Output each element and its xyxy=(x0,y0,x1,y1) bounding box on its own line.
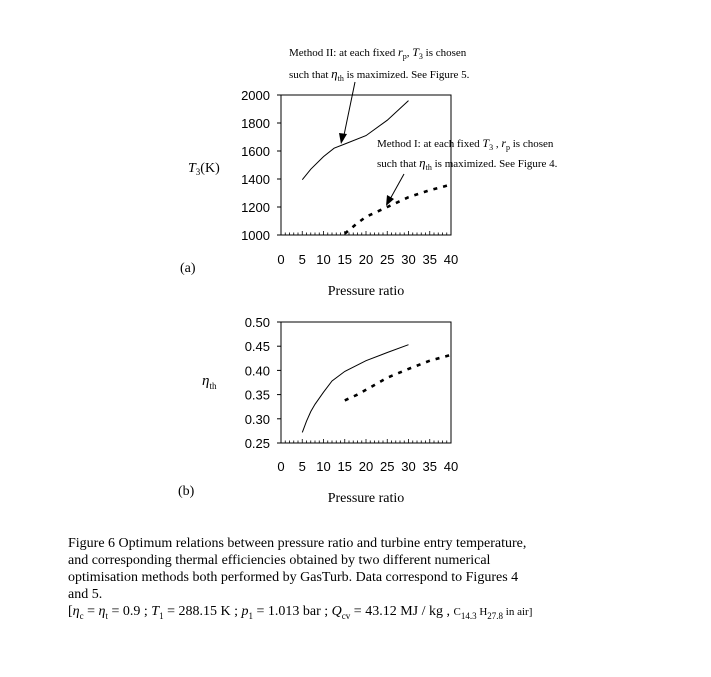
panel-b-chart xyxy=(178,315,458,506)
caption-conditions: [$\eta_c = \eta_t = 0.9$ ; $T_1 = 288.15$ K ; $p_1 = 1.013$ bar ; $Q_{cv} = 43.12$ MJ / kg , $C_{14.3}$ $H_{27.8}$ in air] xyxy=(68,604,533,621)
x-tick-label: 15 xyxy=(337,252,352,267)
y-axis-label-b: $\eta_{th}$ xyxy=(202,373,217,391)
x-tick-label: 5 xyxy=(298,459,306,474)
x-tick-label: 20 xyxy=(358,252,374,267)
caption-line-4: and 5. xyxy=(68,587,103,602)
x-tick-labels-b xyxy=(277,459,458,474)
annotation-method-1 xyxy=(377,136,558,206)
plot-area-b xyxy=(281,322,451,443)
y-tick-label: 0.50 xyxy=(244,315,270,330)
panel-a-chart xyxy=(180,45,558,299)
series-line-method-i xyxy=(345,185,451,234)
y-tick-label: 0.35 xyxy=(244,387,270,403)
x-tick-label: 30 xyxy=(401,252,416,267)
y-tick-label: 0.30 xyxy=(244,411,270,427)
svg-text:such that ηth is maximized. Se: such that $\eta_{th}$ is maximized. See Figure 4. xyxy=(377,155,558,172)
x-axis-label-b: Pressure ratio xyxy=(327,491,405,506)
x-tick-label: 10 xyxy=(316,459,331,474)
y-tick-labels-a xyxy=(241,88,281,243)
caption-line-2: and corresponding thermal efficiencies obtained by two different numerical xyxy=(68,553,491,568)
y-tick-labels-b xyxy=(245,315,281,451)
caption-line-3: optimisation methods both performed by GasTurb. Data correspond to Figures 4 xyxy=(68,570,519,585)
panel-label-a: (a) xyxy=(180,261,196,276)
x-tick-label: 20 xyxy=(358,459,374,474)
x-minor-ticks-a xyxy=(281,231,451,235)
panel-label-b: (b) xyxy=(178,484,195,499)
x-tick-label: 0 xyxy=(277,459,285,474)
x-tick-label: 35 xyxy=(422,252,437,267)
svg-text:Method I: at each fixed T3 ,: Method I: at each fixed $T_3$ , $r_p$ is chosen xyxy=(377,136,554,152)
x-tick-label: 10 xyxy=(316,252,331,267)
y-tick-label: 1000 xyxy=(241,228,270,243)
arrow-method-2 xyxy=(343,82,355,140)
arrowhead-method-2 xyxy=(339,133,347,144)
arrow-method-1 xyxy=(389,174,404,201)
y-tick-label: 1800 xyxy=(241,116,270,131)
svg-text:such that ηth is maximized. Se: such that $\eta_{th}$ is maximized. See Figure 5. xyxy=(289,66,470,83)
series-line-method-i xyxy=(345,355,451,401)
y-tick-label: 1600 xyxy=(241,144,270,159)
x-tick-label: 35 xyxy=(422,459,437,474)
x-tick-label: 30 xyxy=(401,459,416,474)
x-minor-ticks-b xyxy=(281,439,451,443)
y-tick-label: 1400 xyxy=(241,172,270,187)
figure-caption xyxy=(68,535,628,625)
y-tick-label: 0.40 xyxy=(244,363,270,379)
x-tick-label: 25 xyxy=(380,252,395,267)
x-tick-label: 15 xyxy=(337,459,352,474)
y-tick-label: 2000 xyxy=(241,88,270,103)
series-b xyxy=(302,345,451,433)
x-tick-label: 5 xyxy=(298,252,306,267)
arrowhead-method-1 xyxy=(386,195,394,206)
y-axis-label-a: $T_3(K)$ xyxy=(188,161,220,177)
x-tick-label: 40 xyxy=(443,252,459,267)
x-tick-label: 25 xyxy=(380,459,395,474)
y-tick-label: 0.25 xyxy=(244,436,270,451)
x-tick-label: 0 xyxy=(277,252,285,267)
y-tick-label: 0.45 xyxy=(244,339,270,355)
x-tick-label: 40 xyxy=(443,459,459,474)
x-axis-label-a: Pressure ratio xyxy=(327,284,405,299)
series-line-method-ii xyxy=(302,345,408,433)
caption-line-1: Figure 6 Optimum relations between pressure ratio and turbine entry temperature, xyxy=(68,536,527,551)
x-tick-labels-a xyxy=(277,252,458,267)
svg-text:Method II: at each fixed rp,: Method II: at each fixed $r_p$, $T_3$ is chosen xyxy=(289,45,467,61)
y-tick-label: 1200 xyxy=(241,200,270,215)
